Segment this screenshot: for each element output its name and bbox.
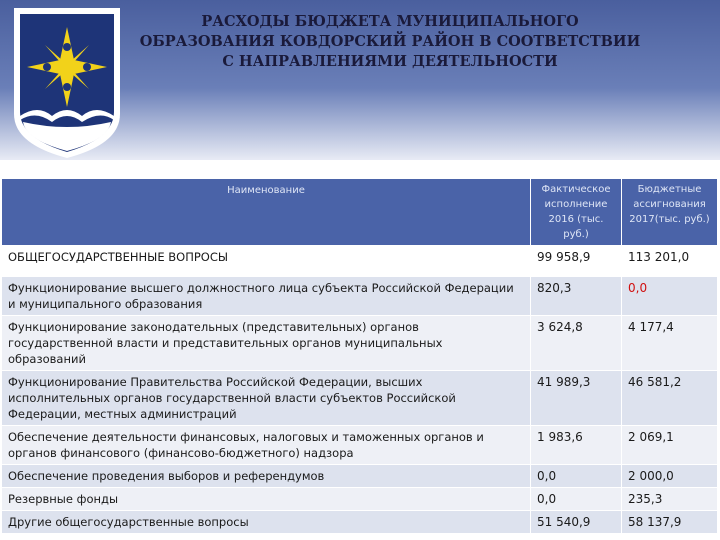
header-planned-2017: Бюджетные ассигнования 2017(тыс. руб.) bbox=[622, 179, 718, 246]
row-planned: 2 069,1 bbox=[622, 426, 718, 465]
table-row-total bbox=[2, 246, 718, 277]
table-row bbox=[2, 426, 718, 465]
row-actual: 99 958,9 bbox=[531, 246, 622, 277]
coat-of-arms-emblem bbox=[8, 4, 126, 162]
row-planned: 58 137,9 bbox=[622, 511, 718, 534]
row-actual: 1 983,6 bbox=[531, 426, 622, 465]
row-name: Функционирование законодательных (представительных) органов государственной власти и представительных органов муниципальных образований bbox=[2, 316, 531, 371]
header-actual-2016: Фактическое исполнение 2016 (тыс. руб.) bbox=[531, 179, 622, 246]
budget-table bbox=[1, 178, 718, 534]
title-line-2: ОБРАЗОВАНИЯ КОВДОРСКИЙ РАЙОН В СООТВЕТСТВИИ bbox=[139, 33, 641, 50]
title-line-1: РАСХОДЫ БЮДЖЕТА МУНИЦИПАЛЬНОГО bbox=[201, 13, 579, 30]
row-name: Функционирование высшего должностного лица субъекта Российской Федерации и муниципального образования bbox=[2, 277, 531, 316]
table-row bbox=[2, 316, 718, 371]
table-row bbox=[2, 465, 718, 488]
row-actual: 0,0 bbox=[531, 488, 622, 511]
row-planned: 0,0 bbox=[622, 277, 718, 316]
row-name: Обеспечение деятельности финансовых, налоговых и таможенных органов и органов финансового (финансово-бюджетного) надзора bbox=[2, 426, 531, 465]
row-name: Другие общегосударственные вопросы bbox=[2, 511, 531, 534]
row-actual: 3 624,8 bbox=[531, 316, 622, 371]
row-planned: 235,3 bbox=[622, 488, 718, 511]
table-row bbox=[2, 488, 718, 511]
row-name: Обеспечение проведения выборов и референдумов bbox=[2, 465, 531, 488]
table-header-row bbox=[2, 179, 718, 246]
row-actual: 820,3 bbox=[531, 277, 622, 316]
row-planned: 2 000,0 bbox=[622, 465, 718, 488]
header-name: Наименование bbox=[2, 179, 531, 246]
row-planned: 113 201,0 bbox=[622, 246, 718, 277]
table-row bbox=[2, 277, 718, 316]
row-planned: 4 177,4 bbox=[622, 316, 718, 371]
title-line-3: С НАПРАВЛЕНИЯМИ ДЕЯТЕЛЬНОСТИ bbox=[222, 53, 558, 70]
row-actual: 0,0 bbox=[531, 465, 622, 488]
row-name: ОБЩЕГОСУДАРСТВЕННЫЕ ВОПРОСЫ bbox=[2, 246, 531, 277]
row-actual: 51 540,9 bbox=[531, 511, 622, 534]
page-title bbox=[130, 12, 650, 72]
row-planned: 46 581,2 bbox=[622, 371, 718, 426]
row-name: Функционирование Правительства Российской Федерации, высших исполнительных органов государственной власти субъектов Российской Федерации, местных администраций bbox=[2, 371, 531, 426]
table-row bbox=[2, 511, 718, 534]
header-band bbox=[0, 0, 720, 160]
row-name: Резервные фонды bbox=[2, 488, 531, 511]
table-row bbox=[2, 371, 718, 426]
row-actual: 41 989,3 bbox=[531, 371, 622, 426]
